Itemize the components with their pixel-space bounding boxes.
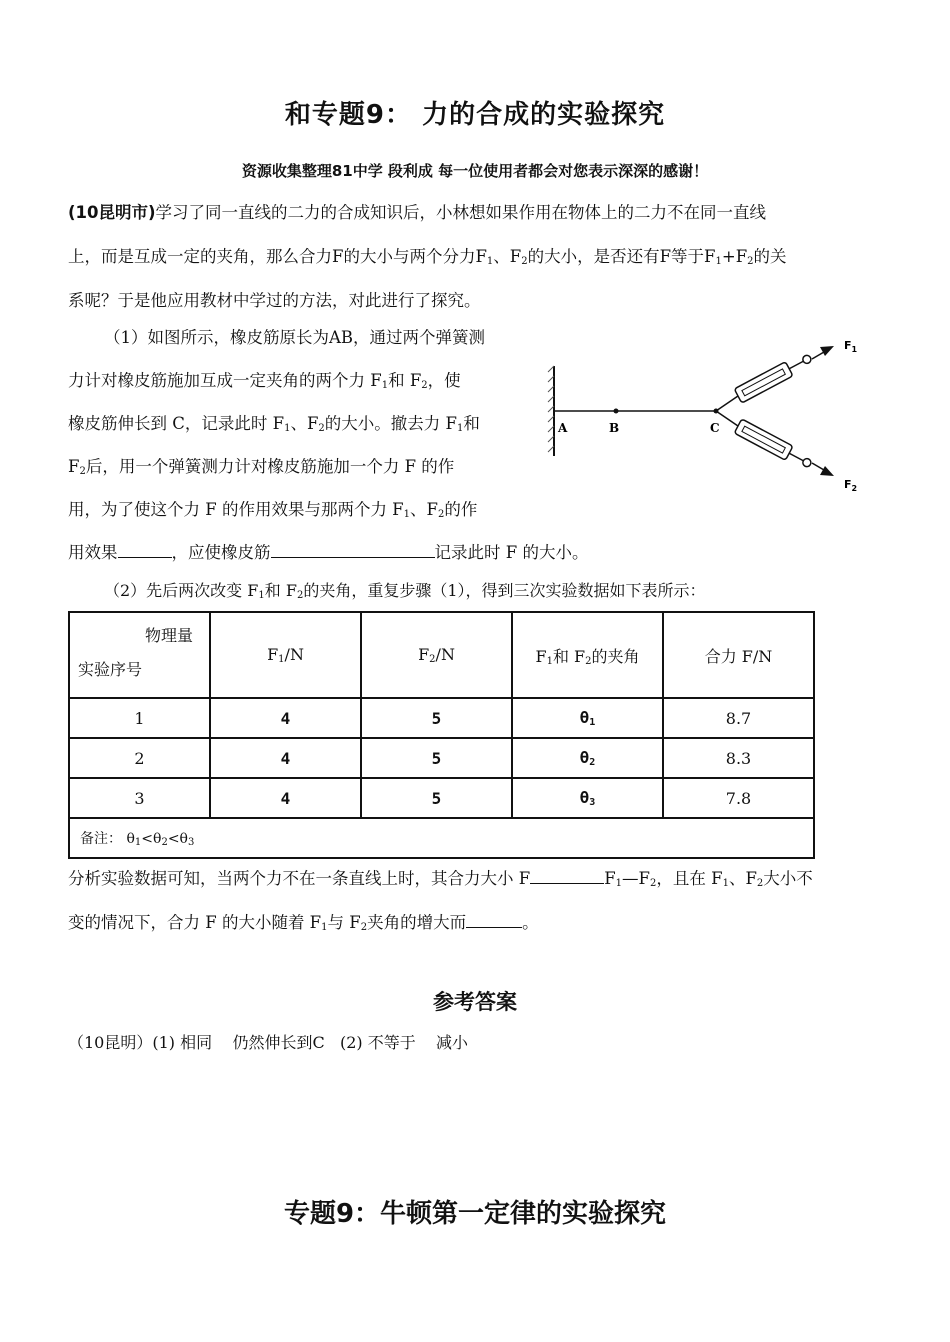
label-b: B xyxy=(609,421,620,435)
source-tag: (10昆明市) xyxy=(68,203,156,222)
step1-line-4: $F_2$后，用一个弹簧测力计对橡皮筋施加一个力 F 的作 xyxy=(68,457,455,477)
answer-title: 参考答案 xyxy=(433,990,517,1014)
table-row: 2 4 5 $\theta_2$ 8.3 xyxy=(69,738,814,778)
analysis-line-2: 变的情况下，合力 F 的大小随着 $F_1$与 $F_2$夹角的增大而 。 xyxy=(68,913,539,933)
step1-line-1: （1）如图所示，橡皮筋原长为AB，通过两个弹簧测 xyxy=(104,328,486,347)
point-b xyxy=(614,409,619,414)
step1-line-3: 橡皮筋伸长到 C，记录此时 $F_1$、$F_2$的大小。撤去力 $F_1$和 xyxy=(68,414,480,434)
intro-text: 学习了同一直线的二力的合成知识后，小林想如果作用在物体上的二力不在同一直线 xyxy=(155,203,767,222)
analysis-line-1: 分析实验数据可知，当两个力不在一条直线上时，其合力大小 F $F_1—F_2$，且在 $F_1$、$F_2$大小不 xyxy=(68,869,813,889)
table-row: 3 4 5 $\theta_3$ 7.8 xyxy=(69,778,814,818)
answer-blank-3[interactable] xyxy=(530,869,604,884)
table-row: 1 4 5 $\theta_1$ 8.7 xyxy=(69,698,814,738)
table-note-row xyxy=(69,818,814,858)
spring-scale-f1 xyxy=(716,346,834,411)
step1-line-5: 用，为了使这个力 F 的作用效果与那两个力 $F_1$、$F_2$的作 xyxy=(68,500,478,520)
step2-line: （2）先后两次改变 $F_1$和 $F_2$的夹角，重复步骤（1），得到三次实验数据如下表所示： xyxy=(104,581,706,601)
page-title: 和专题9： 力的合成的实验探究 xyxy=(284,100,666,130)
table-header-row xyxy=(69,612,814,698)
step1-line-2: 力计对橡皮筋施加互成一定夹角的两个力 $F_1$和 $F_2$，使 xyxy=(68,371,461,391)
table-note: 备注： $\theta_1<\theta_2<\theta_3$ xyxy=(69,818,814,858)
step1-line-6: 用效果 ，应使橡皮筋 记录此时 F 的大小。 xyxy=(68,543,589,562)
intro-line-2: 上，而是互成一定的夹角，那么合力F的大小与两个分力$F_1$、$F_2$的大小，是否还有F等于$F_1+F_2$的关 xyxy=(68,247,787,267)
header-f2: $F_2/N$ xyxy=(361,612,512,698)
intro-line-1 xyxy=(68,199,766,223)
label-f2: $F_2$ xyxy=(844,478,858,493)
answer-blank-2[interactable] xyxy=(271,543,435,558)
section-title-2: 专题9：牛顿第一定律的实验探究 xyxy=(283,1199,667,1229)
corner-header-cell: 物理量 实验序号 xyxy=(69,612,210,698)
answer-blank-4[interactable] xyxy=(466,913,522,928)
intro-line-3: 系呢？于是他应用教材中学过的方法，对此进行了探究。 xyxy=(68,291,481,310)
label-c: C xyxy=(710,421,720,435)
answer-blank-1[interactable] xyxy=(118,543,172,558)
subtitle: 资源收集整理81中学 段利成 每一位使用者都会对您表示深深的感谢！ xyxy=(241,162,709,180)
spring-scale-f2 xyxy=(716,411,834,476)
data-table xyxy=(68,611,815,859)
header-f1: $F_1/N$ xyxy=(210,612,361,698)
header-resultant: 合力 F/N xyxy=(663,612,814,698)
header-angle: $F_1$和 $F_2$的夹角 xyxy=(512,612,663,698)
label-f1: $F_1$ xyxy=(844,339,858,354)
label-a: A xyxy=(558,421,568,435)
force-diagram xyxy=(540,330,870,500)
answer-line: （10昆明）(1) 相同 仍然伸长到C (2) 不等于 减小 xyxy=(68,1033,469,1052)
